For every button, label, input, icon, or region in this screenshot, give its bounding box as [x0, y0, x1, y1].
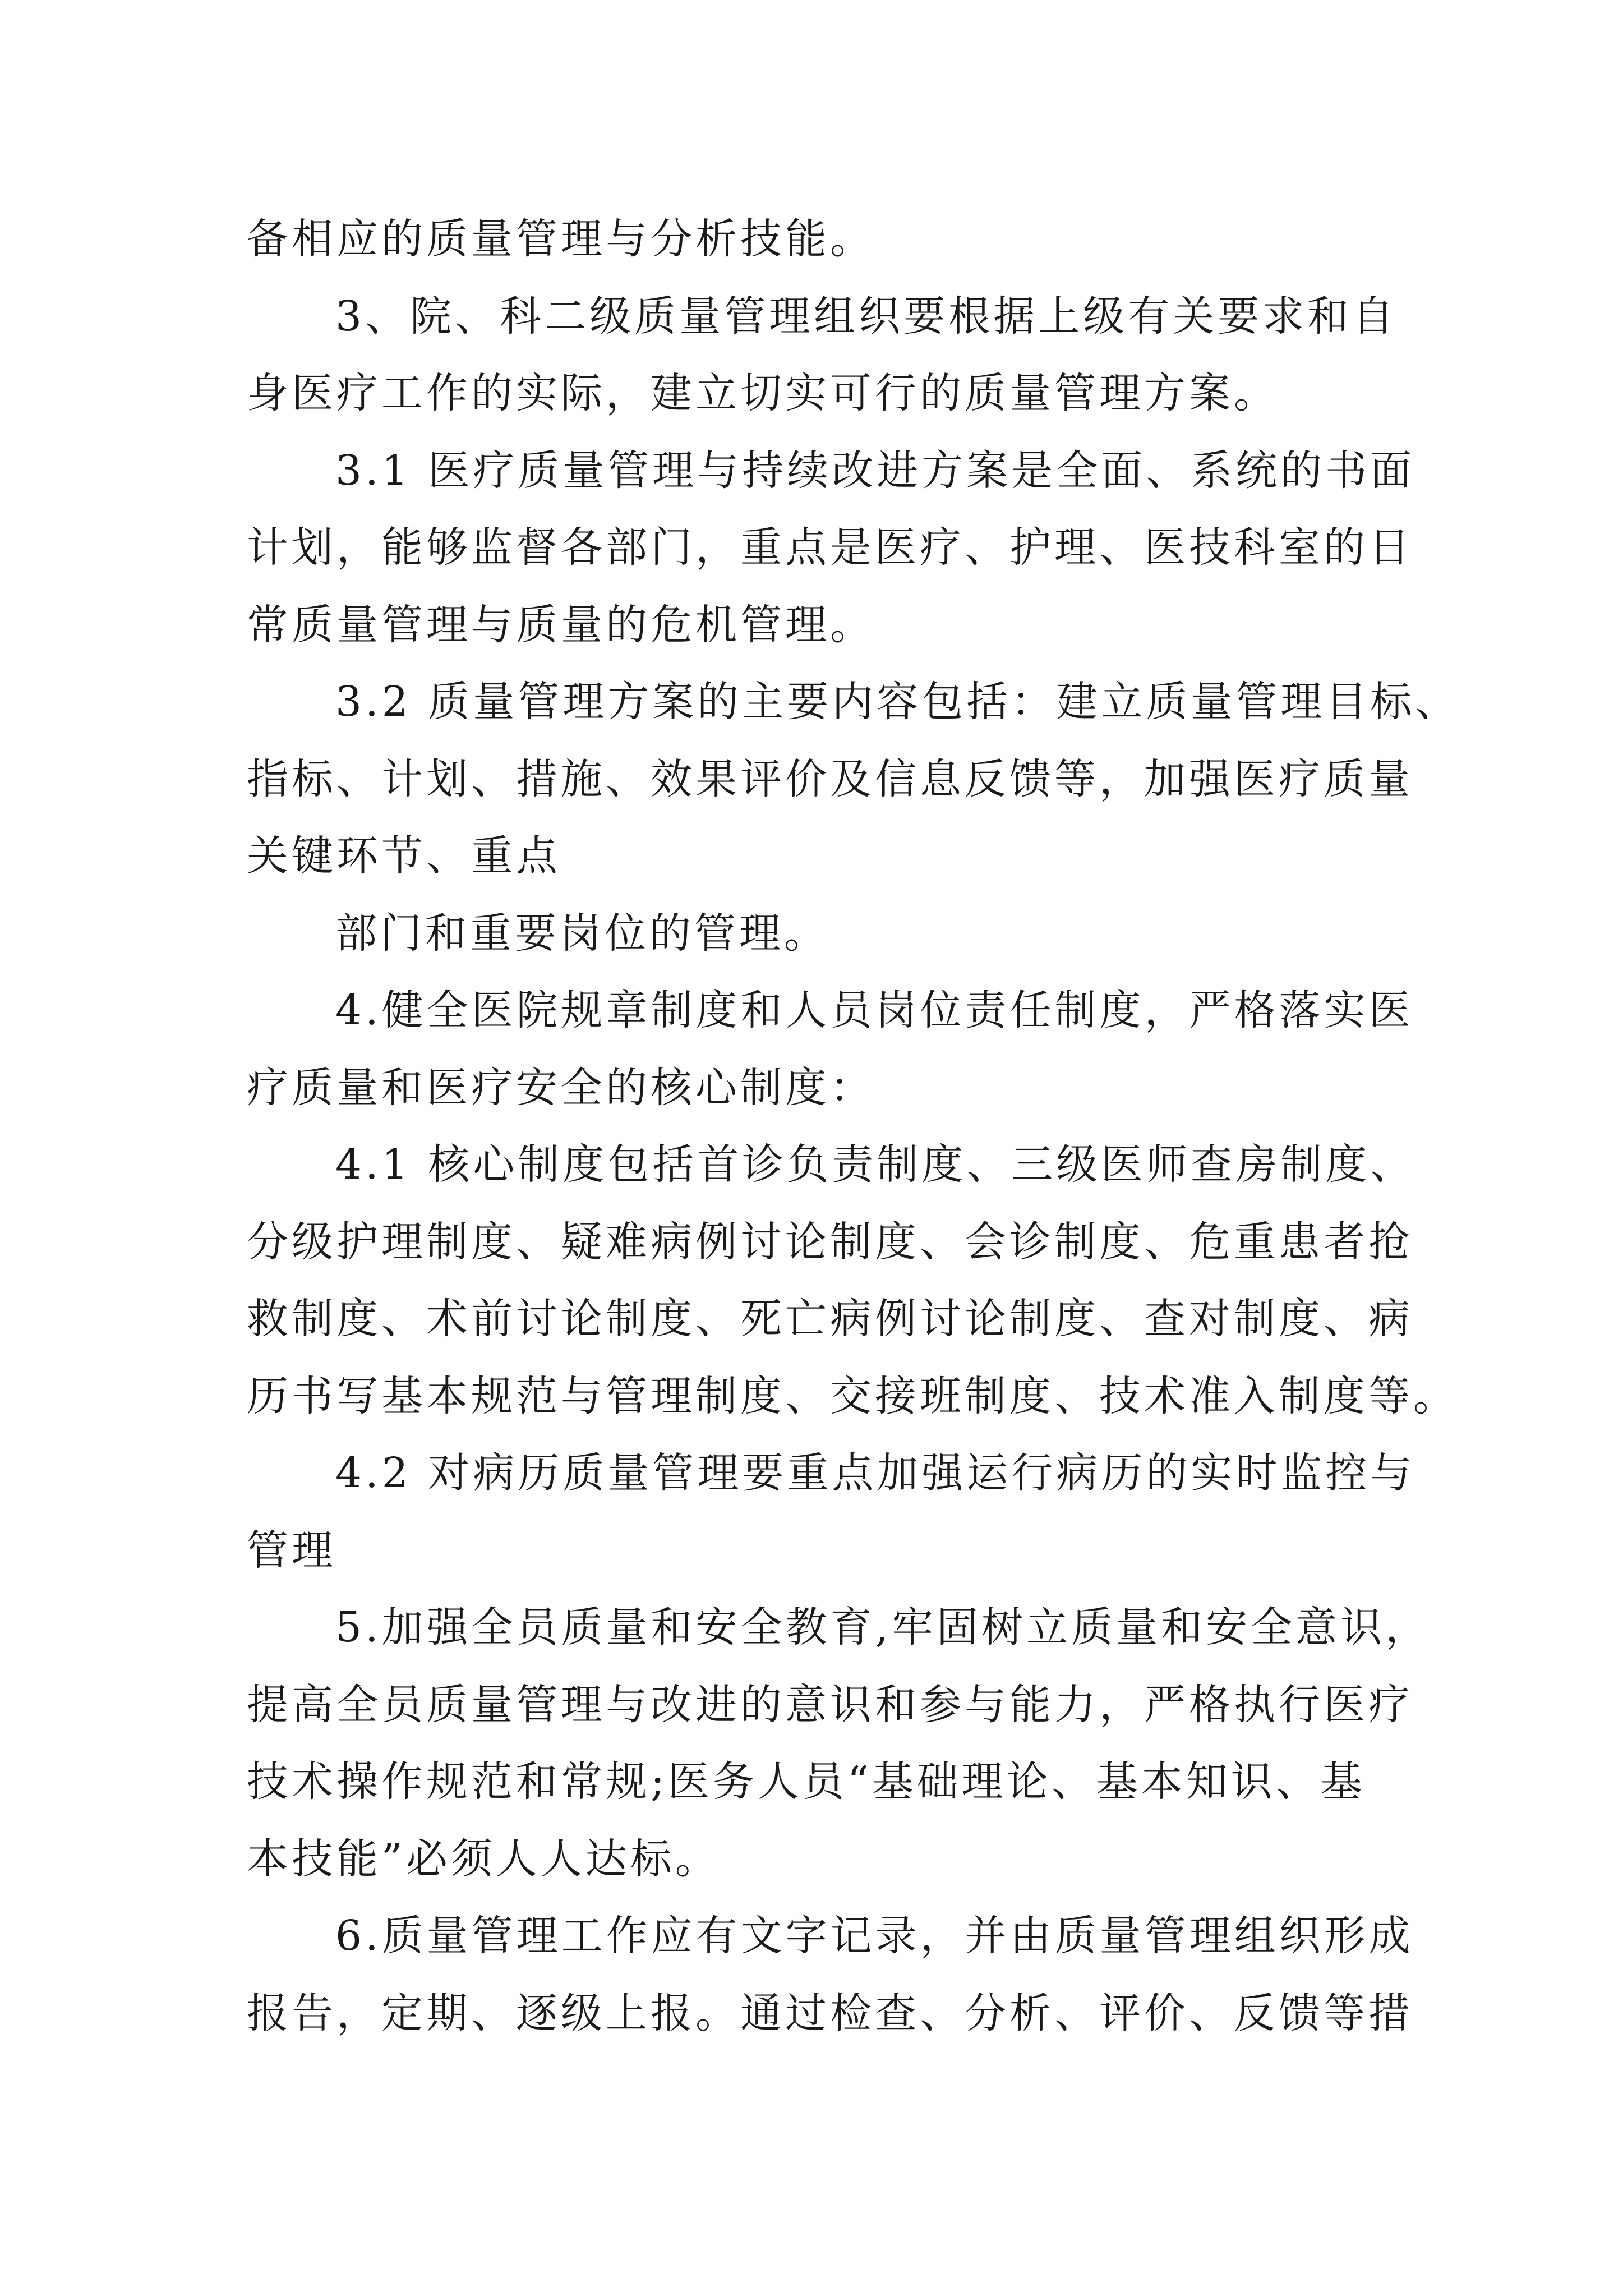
text-line: 疗质量和医疗安全的核心制度： — [247, 1063, 875, 1112]
text-line: 备相应的质量管理与分析技能。 — [247, 215, 875, 263]
text-line: 提高全员质量管理与改进的意识和参与能力，严格执行医疗 — [247, 1680, 1413, 1729]
text-line: 3.1 医疗质量管理与持续改进方案是全面、系统的书面 — [335, 446, 1415, 495]
text-line: 救制度、术前讨论制度、死亡病例讨论制度、查对制度、病 — [247, 1295, 1413, 1343]
text-line: 关键环节、重点 — [247, 832, 561, 880]
text-line: 4.2 对病历质量管理要重点加强运行病历的实时监控与 — [335, 1449, 1415, 1497]
text-line: 5.加强全员质量和安全教育,牢固树立质量和安全意识， — [335, 1603, 1431, 1651]
text-line: 本技能”必须人人达标。 — [247, 1834, 720, 1883]
text-line: 计划，能够监督各部门，重点是医疗、护理、医技科室的日 — [247, 523, 1413, 572]
document-body — [247, 201, 1460, 2052]
text-line: 常质量管理与质量的危机管理。 — [247, 600, 875, 649]
text-line: 指标、计划、措施、效果评价及信息反馈等，加强医疗质量 — [247, 754, 1413, 803]
text-line: 技术操作规范和常规;医务人员“基础理论、基本知识、基 — [247, 1757, 1366, 1806]
text-line: 身医疗工作的实际，建立切实可行的质量管理方案。 — [247, 369, 1279, 417]
text-line: 分级护理制度、疑难病例讨论制度、会诊制度、危重患者抢 — [247, 1217, 1413, 1266]
text-line: 历书写基本规范与管理制度、交接班制度、技术准入制度等。 — [247, 1372, 1458, 1420]
text-line: 3、院、科二级质量管理组织要根据上级有关要求和自 — [335, 292, 1398, 341]
text-line: 部门和重要岗位的管理。 — [335, 909, 829, 958]
text-line: 管理 — [247, 1526, 336, 1575]
text-line: 4.1 核心制度包括首诊负责制度、三级医师查房制度、 — [335, 1140, 1415, 1189]
text-line: 6.质量管理工作应有文字记录，并由质量管理组织形成 — [335, 1912, 1414, 1960]
text-line: 4.健全医院规章制度和人员岗位责任制度，严格落实医 — [335, 986, 1414, 1034]
text-line: 3.2 质量管理方案的主要内容包括：建立质量管理目标、 — [335, 678, 1460, 726]
text-line: 报告，定期、逐级上报。通过检查、分析、评价、反馈等措 — [247, 1989, 1413, 2037]
